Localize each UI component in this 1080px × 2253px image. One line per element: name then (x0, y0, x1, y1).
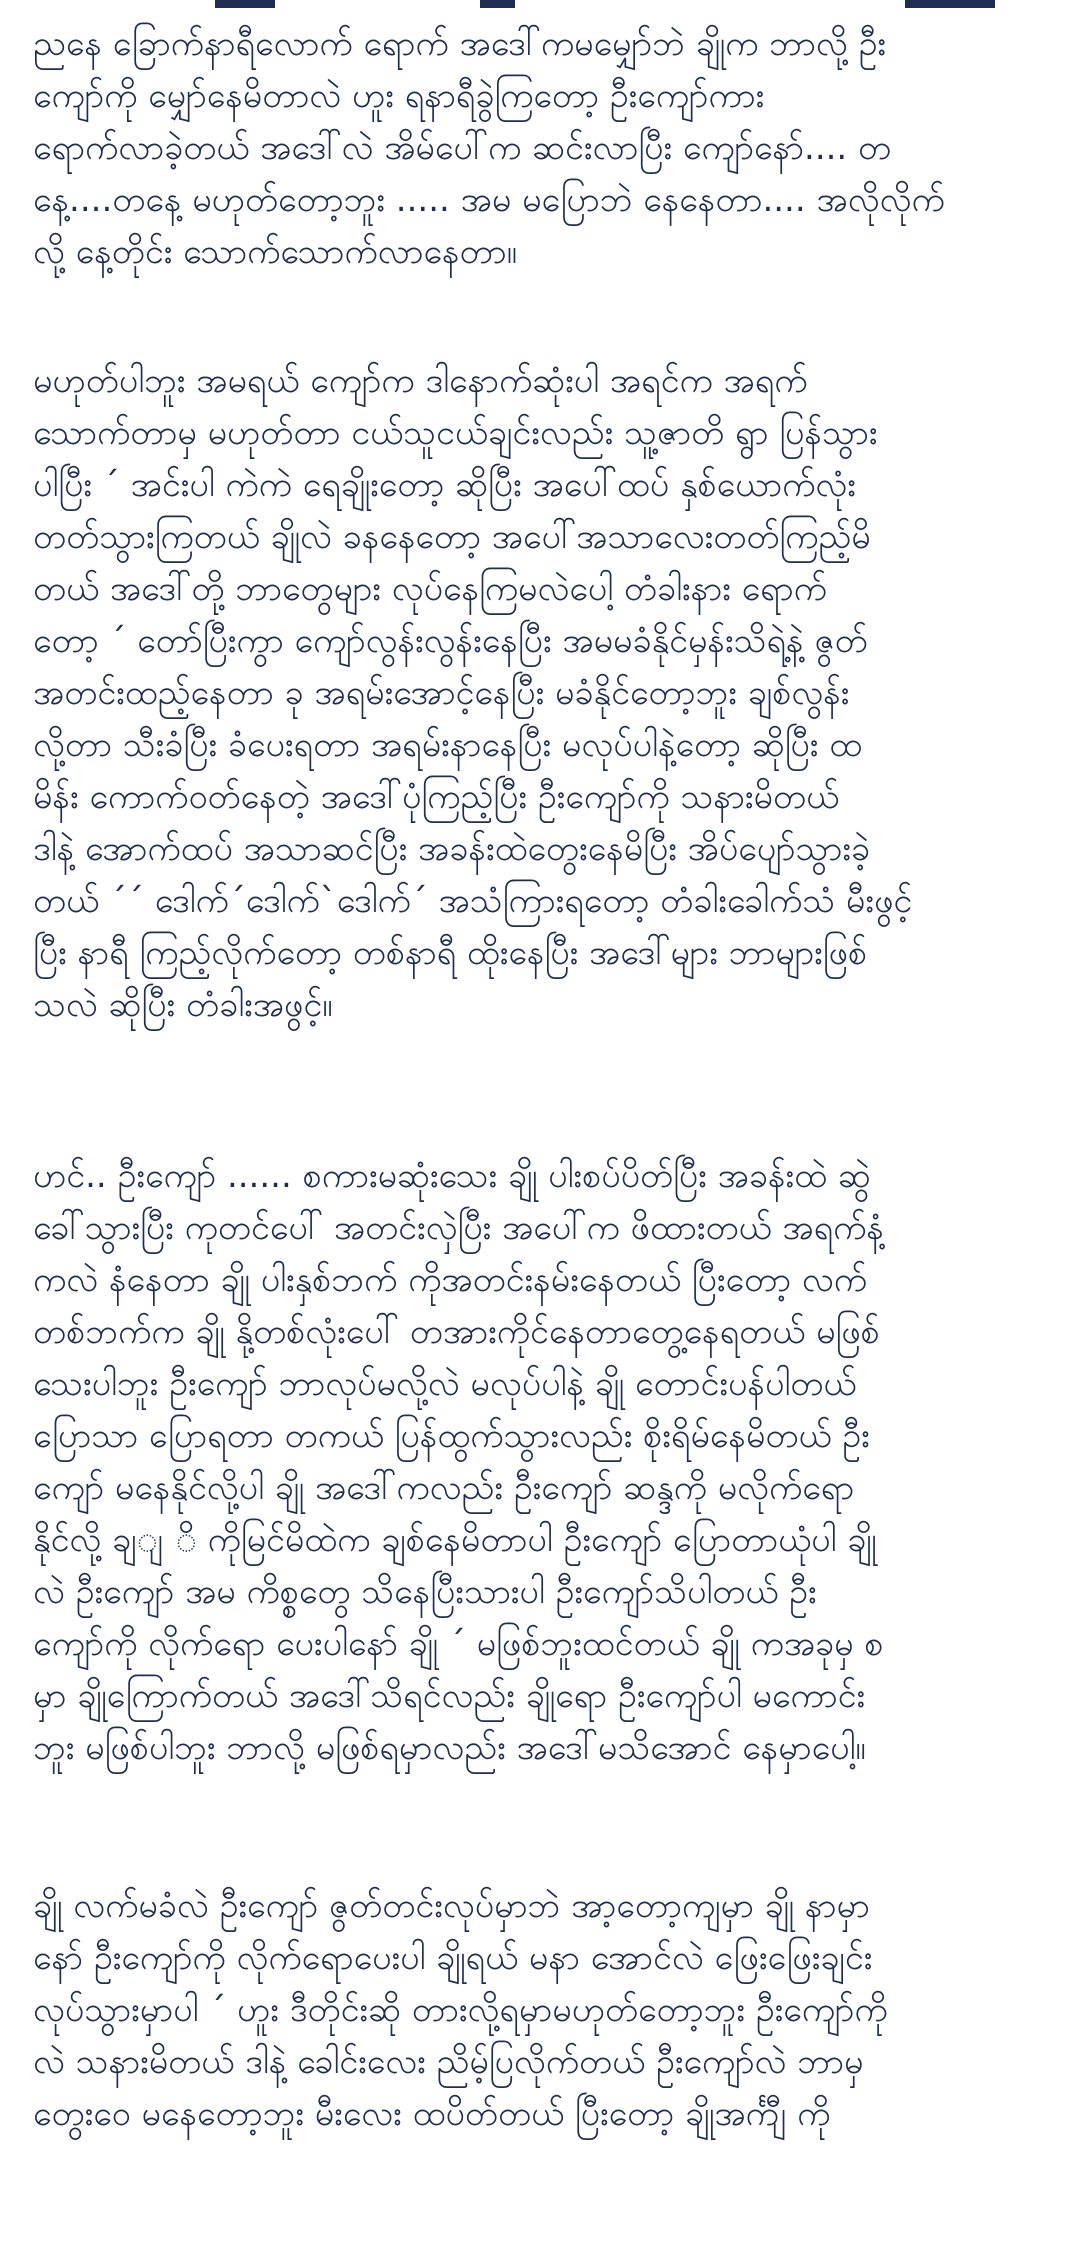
text-line: လို့တာ သီးခံပြီး ခံပေးရတာ အရမ်းနာနေပြီး မလုပ်ပါနဲ့တော့ ဆိုပြီး ထ (33, 725, 863, 765)
text-line: ကျော်ကို လိုက်ရော ပေးပါနော် ချို ´ မဖြစ်ဘူးထင်တယ် ချို ကအခုမှ စ (33, 1624, 884, 1664)
text-line: ဘူး မဖြစ်ပါဘူး ဘာလို့ မဖြစ်ရမှာလည်း အဒေါ်မသိအောင် နေမှာပေါ့။ (33, 1728, 866, 1768)
text-line: ချို လက်မခံလဲ ဦးကျော် ဇွတ်တင်းလုပ်မှာဘဲ အာ့တော့ကျမှာ ချို နာမှာ (33, 1886, 870, 1926)
text-line: ဟင်.. ဦးကျော် ...... စကားမဆုံးသေး ချို ပါးစပ်ပိတ်ပြီး အခန်းထဲ ဆွဲ (33, 1156, 871, 1196)
text-line: တယ် အဒေါ်တို့ ဘာတွေများ လုပ်နေကြမလဲပေါ့ တံခါးနား ရောက် (33, 569, 827, 609)
text-line: ကလဲ နံနေတာ ချို ပါးနှစ်ဘက် ကိုအတင်းနမ်းနေတယ် ပြီးတော့ လက် (33, 1260, 868, 1300)
text-line: သေးပါဘူး ဦးကျော် ဘာလုပ်မလို့လဲ မလုပ်ပါနဲ့ ချို တောင်းပန်ပါတယ် (33, 1364, 857, 1404)
text-line: ညနေ ခြောက်နာရီလောက် ရောက် အဒေါ်ကမမျှော်ဘဲ ချိုက ဘာလို့ ဦး (33, 24, 887, 64)
text-line: နိုင်လို့ ချျ ိ ကိုမြင်မိထဲက ချစ်နေမိတာပါ ဦးကျော် ပြောတာယုံပါ ချို (33, 1520, 877, 1560)
paragraph (33, 355, 912, 1031)
text-line: လုပ်သွားမှာပါ ´ ဟူး ဒီတိုင်းဆို တားလို့ရမှာမဟုတ်တော့ဘူး ဦးကျော်ကို (33, 1990, 888, 2030)
text-line: လို့ နေ့တိုင်း သောက်သောက်လာနေတာ။ (33, 232, 517, 272)
text-line: မှာ ချိုကြောက်တယ် အဒေါ်သိရင်လည်း ချိုရော ဦးကျော်ပါ မကောင်း (33, 1676, 866, 1716)
text-line: သောက်တာမှ မဟုတ်တာ ငယ်သူငယ်ချင်းလည်း သူ့ဇာတိ ရွာ ပြန်သွား (33, 413, 878, 453)
cropped-text-edge (0, 0, 1080, 8)
text-line: လဲ ဦးကျော် အမ ကိစ္စတွေ သိနေပြီးသားပါ ဦးကျော်သိပါတယ် ဦး (33, 1572, 817, 1612)
text-line: မိန်း ကောက်ဝတ်နေတဲ့ အဒေါ်ပုံကြည့်ပြီး ဦးကျော်ကို သနားမိတယ် (33, 777, 840, 817)
text-line: နေ့....တနေ့ မဟုတ်တော့ဘူး ..... အမ မပြောဘဲ နေနေတာ.... အလိုလိုက် (33, 180, 945, 220)
paragraph (33, 1880, 888, 2140)
text-line: နော် ဦးကျော်ကို လိုက်ရောပေးပါ ချိုရယ် မနာ အောင်လဲ ဖြေးဖြေးချင်း (33, 1938, 873, 1978)
text-line: ပါပြီး ´ အင်းပါ ကဲကဲ ရေချိုးတော့ ဆိုပြီး အပေါ်ထပ် နှစ်ယောက်လုံး (33, 465, 856, 505)
text-line: လဲ သနားမိတယ် ဒါနဲ့ ခေါင်းလေး ညိမ့်ပြလိုက်တယ် ဦးကျော်လဲ ဘာမှ (33, 2042, 864, 2082)
text-line: ပြီး နာရီ ကြည့်လိုက်တော့ တစ်နာရီ ထိုးနေပြီး အဒေါ်များ ဘာများဖြစ် (33, 933, 868, 973)
text-line: ကျော်ကို မျှော်နေမိတာလဲ ဟူး ရနာရီခွဲကြတော့ ဦးကျော်ကား (33, 76, 765, 116)
text-line: ကျော် မနေနိုင်လို့ပါ ချို အဒေါ်ကလည်း ဦးကျော် ဆန္ဒကို မလိုက်ရော (33, 1468, 855, 1508)
text-line: ပြောသာ ပြောရတာ တကယ် ပြန်ထွက်သွားလည်း စိုးရိမ်နေမိတယ် ဦး (33, 1416, 870, 1456)
text-line: တစ်ဘက်က ချို နို့တစ်လုံးပေါ် တအားကိုင်နေတာတွေ့နေရတယ် မဖြစ် (33, 1312, 880, 1352)
text-line: တော့ ´ တော်ပြီးကွာ ကျော်လွန်းလွန်းနေပြီး အမမခံနိုင်မှန်းသိရဲ့နဲ့ ဇွတ် (33, 621, 868, 661)
paragraph (33, 1150, 884, 1774)
text-line: ခေါ်သွားပြီး ကုတင်ပေါ် အတင်းလှဲပြီး အပေါ်က ဖိထားတယ် အရက်နံ့ (33, 1208, 884, 1248)
text-line: တွေးဝေ မနေတော့ဘူး မီးလေး ထပိတ်တယ် ပြီးတော့ ချိုအင်္ကျီ ကို (33, 2094, 831, 2134)
text-line: မဟုတ်ပါဘူး အမရယ် ကျော်က ဒါနောက်ဆုံးပါ အရင်က အရက် (33, 361, 808, 401)
text-line: တယ် ´´ ဒေါက်´ဒေါက်`ဒေါက်´ အသံကြားရတော့ တံခါးခေါက်သံ မီးဖွင့် (33, 881, 913, 921)
text-line: သလဲ ဆိုပြီး တံခါးအဖွင့်။ (33, 985, 333, 1025)
paragraph (33, 18, 945, 278)
text-line: ရောက်လာခဲ့တယ် အဒေါ်လဲ အိမ်ပေါ်က ဆင်းလာပြီး ကျော်နော်.... တ (33, 128, 892, 168)
text-line: အတင်းထည့်နေတာ ခု အရမ်းအောင့်နေပြီး မခံနိုင်တော့ဘူး ချစ်လွန်း (33, 673, 850, 713)
text-line: ဒါနဲ့ အောက်ထပ် အသာဆင်ပြီး အခန်းထဲတွေးနေမိပြီး အိပ်ပျော်သွားခဲ့ (33, 829, 871, 869)
text-line: တတ်သွားကြတယ် ချိုလဲ ခနနေတော့ အပေါ်အသာလေးတတ်ကြည့်မိ (33, 517, 871, 557)
